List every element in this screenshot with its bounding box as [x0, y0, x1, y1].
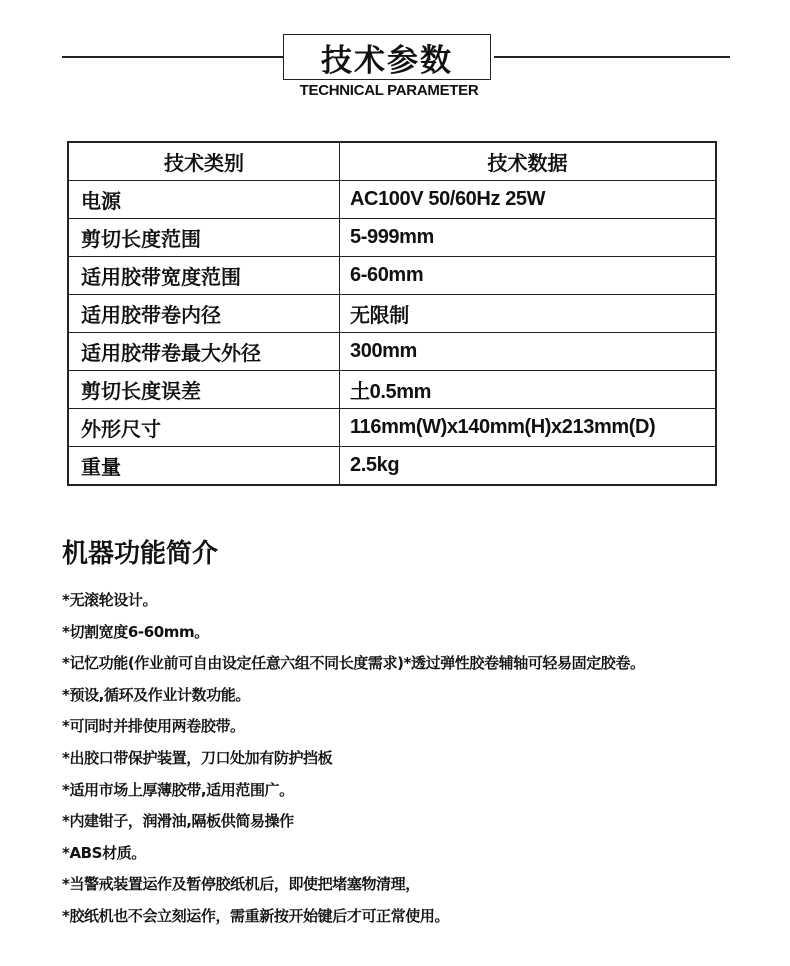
list-item: *出胶口带保护装置，刀口处加有防护挡板 [62, 748, 333, 767]
row-value: 116mm(W)x140mm(H)x213mm(D) [340, 409, 717, 447]
list-item: *无滚轮设计。 [62, 591, 158, 609]
column-header-category: 技术类别 [68, 142, 340, 181]
row-value: 土0.5mm [340, 371, 717, 409]
row-label: 剪切长度误差 [68, 371, 340, 409]
row-label: 电源 [68, 181, 340, 219]
table-row [68, 257, 716, 295]
row-value: 无限制 [340, 295, 717, 333]
page-title: 技术参数 [283, 34, 491, 80]
row-label: 适用胶带卷内径 [68, 295, 340, 333]
table-row [68, 447, 716, 486]
table-row [68, 333, 716, 371]
row-value: 5-999mm [340, 219, 717, 257]
table-row [68, 219, 716, 257]
features-section-title: 机器功能简介 [62, 539, 219, 569]
list-item: *胶纸机也不会立刻运作，需重新按开始键后才可正常使用。 [62, 906, 450, 925]
list-item: *适用市场上厚薄胶带,适用范围广。 [62, 780, 294, 799]
table-row [68, 295, 716, 333]
row-label: 适用胶带宽度范围 [68, 257, 340, 295]
column-header-data: 技术数据 [340, 142, 717, 181]
list-item: *当警戒装置运作及暂停胶纸机后，即使把堵塞物清理， [62, 875, 420, 894]
row-value: AC100V 50/60Hz 25W [340, 181, 717, 219]
list-item: *记忆功能(作业前可自由设定任意六组不同长度需求)*透过弹性胶卷辅轴可轻易固定胶卷。 [62, 654, 645, 673]
header-rule-left [62, 56, 284, 58]
parameter-table [67, 141, 717, 486]
table-header-row [68, 142, 716, 181]
table-row [68, 181, 716, 219]
row-value: 2.5kg [340, 447, 717, 486]
row-value: 300mm [340, 333, 717, 371]
list-item: *预设,循环及作业计数功能。 [62, 685, 250, 704]
row-label: 适用胶带卷最大外径 [68, 333, 340, 371]
feature-list [62, 586, 782, 934]
list-item: *可同时并排使用两卷胶带。 [62, 717, 245, 736]
table-row [68, 371, 716, 409]
row-label: 重量 [68, 447, 340, 486]
header-rule-right [494, 56, 730, 58]
table-row [68, 409, 716, 447]
row-value: 6-60mm [340, 257, 717, 295]
row-label: 外形尺寸 [68, 409, 340, 447]
list-item: *切割宽度6-60mm。 [62, 622, 209, 641]
page-subtitle: TECHNICAL PARAMETER [299, 82, 479, 99]
list-item: *ABS材质。 [62, 843, 146, 862]
row-label: 剪切长度范围 [68, 219, 340, 257]
list-item: *内建钳子，润滑油,隔板供简易操作 [62, 812, 294, 831]
